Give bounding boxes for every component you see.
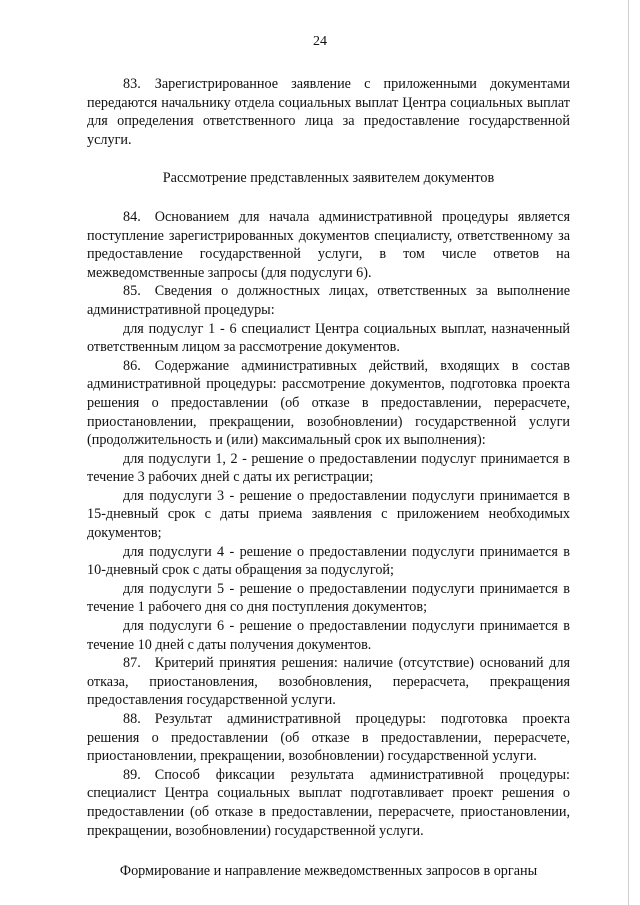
paragraph-85-sub bbox=[87, 320, 570, 357]
paragraph-86-sub-3 bbox=[87, 487, 570, 543]
paragraph-text: Содержание административных действий, входящих в состав административной процедуры: рассмотрение документов, подготовка проекта решения о предоставлении (об отказе в предоставлении, перерасчете, приостановлении, прекращении, возобновлении) государственной услуги (продолжительность и (или) максимальный срок их выполнения): bbox=[87, 357, 570, 449]
paragraph-text: Сведения о должностных лицах, ответственных за выполнение административной процедуры: bbox=[87, 283, 570, 318]
paragraph-number: 88. bbox=[123, 711, 141, 727]
paragraph-number: 89. bbox=[123, 766, 141, 783]
paragraph-text: Критерий принятия решения: наличие (отсутствие) оснований для отказа, приостановления, возобновления, перерасчета, прекращения предоставления государственной услуги. bbox=[87, 655, 570, 709]
paragraph-87 bbox=[87, 654, 570, 710]
section-heading: Рассмотрение представленных заявителем документов bbox=[162, 170, 495, 187]
paragraph-number: 87. bbox=[123, 655, 141, 672]
paragraph-86-sub-1 bbox=[87, 450, 570, 487]
document-body bbox=[87, 75, 570, 881]
paragraph-number: 84. bbox=[123, 208, 141, 225]
paragraph-86 bbox=[87, 357, 570, 450]
paragraph-text: для подуслуги 5 - решение о предоставлении подуслуги принимается в течение 1 рабочего дня со дня поступления документов; bbox=[87, 580, 570, 616]
paragraph-85 bbox=[87, 282, 570, 319]
paragraph-text: Способ фиксации результата административной процедуры: специалист Центра социальных выплат подготавливает проект решения о предоставлении (об отказе в предоставлении, перерасчете, приостановлении, прекращении, возобновлении) государственной услуги. bbox=[87, 766, 570, 839]
paragraph-86-sub-6 bbox=[87, 617, 570, 654]
paragraph-89 bbox=[87, 766, 570, 840]
section-heading: Формирование и направление межведомственных запросов в органы bbox=[119, 863, 538, 880]
paragraph-text: для подуслуги 6 - решение о предоставлении подуслуги принимается в течение 10 дней с даты получения документов. bbox=[87, 618, 570, 653]
paragraph-text: Зарегистрированное заявление с приложенными документами передаются начальнику отдела социальных выплат Центра социальных выплат для определения ответственного лица за предоставление государственной услуги. bbox=[87, 76, 570, 148]
paragraph-text: для подуслуги 1, 2 - решение о предоставлении подуслуг принимается в течение 3 рабочих дней с даты их регистрации; bbox=[87, 450, 570, 486]
paragraph-86-sub-5 bbox=[87, 580, 570, 617]
paragraph-86-sub-4 bbox=[87, 543, 570, 580]
page-number: 24 bbox=[313, 34, 327, 49]
paragraph-text: для подуслуг 1 - 6 специалист Центра социальных выплат, назначенный ответственным лицом за рассмотрение документов. bbox=[87, 320, 570, 356]
paragraph-text: Основанием для начала административной процедуры является поступление зарегистрированных документов специалисту, ответственному за предоставление государственной услуги, в том числе ответов на межведомственные запросы (для подуслуги 6). bbox=[87, 208, 570, 281]
paragraph-88 bbox=[87, 710, 570, 766]
paragraph-text: для подуслуги 4 - решение о предоставлении подуслуги принимается в 10-дневный срок с даты обращения за подуслугой; bbox=[87, 543, 570, 579]
scan-edge-mark bbox=[628, 0, 629, 905]
paragraph-83 bbox=[87, 75, 570, 149]
paragraph-number: 83. bbox=[123, 76, 141, 92]
paragraph-number: 86. bbox=[123, 357, 141, 374]
paragraph-number: 85. bbox=[123, 283, 141, 300]
paragraph-text: Результат административной процедуры: подготовка проекта решения о предоставлении (об отказе в предоставлении, перерасчете, приостановлении, прекращении, возобновлении) государственной услуги. bbox=[87, 711, 570, 765]
paragraph-84 bbox=[87, 208, 570, 282]
paragraph-text: для подуслуги 3 - решение о предоставлении подуслуги принимается в 15-дневный срок с даты приема заявления с приложением необходимых документов; bbox=[87, 487, 570, 542]
